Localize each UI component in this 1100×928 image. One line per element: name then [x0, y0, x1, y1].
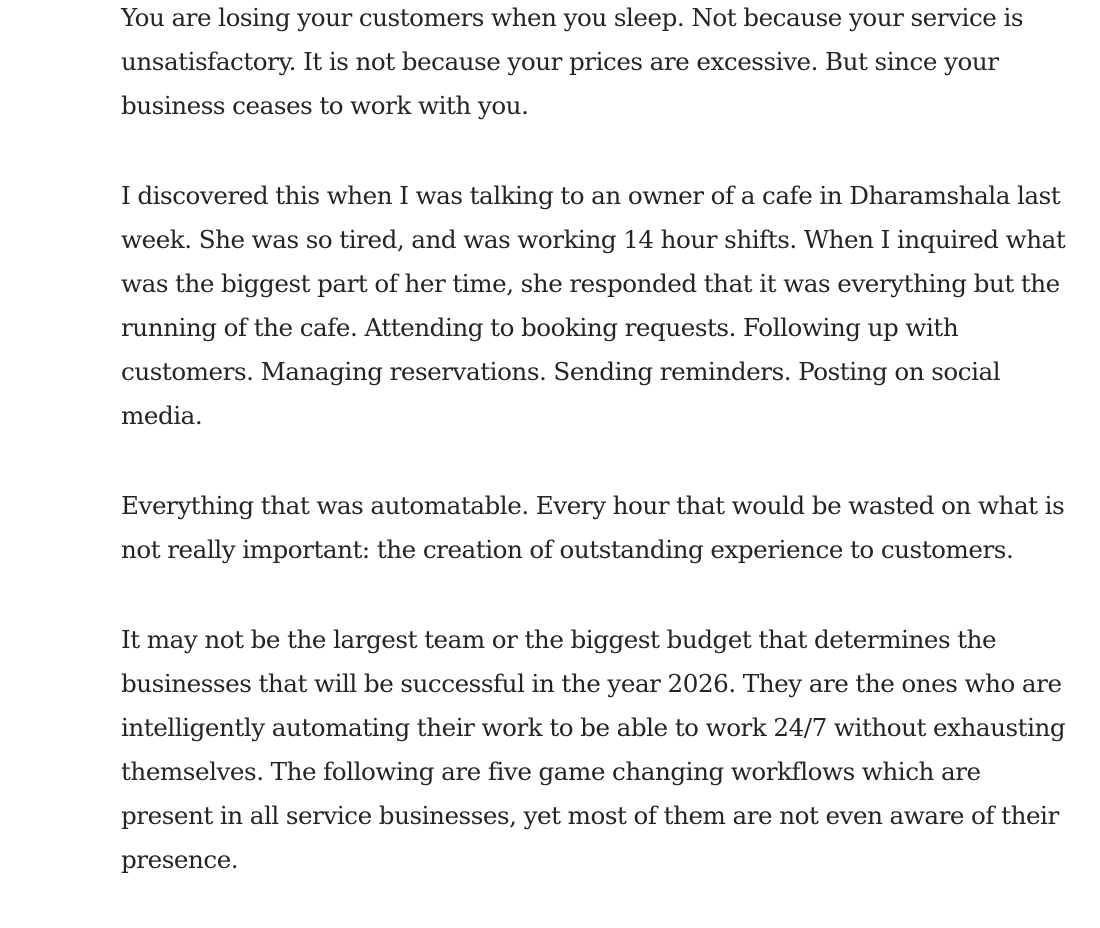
paragraph-automatable: Everything that was automatable. Every hour that would be wasted on what is not really important: the creation of outstanding experience to customers.: [121, 491, 1065, 564]
article-body: [121, 0, 1066, 928]
paragraph-cafe-story: I discovered this when I was talking to an owner of a cafe in Dharamshala last week. She was so tired, and was working 14 hour shifts. When I inquired what was the biggest part of her time, she responded that it was everything but the running of the cafe. Attending to booking requests. Following up with customers. Managing reservations. Sending reminders. Posting on social media.: [121, 181, 1066, 430]
paragraph-workflows: It may not be the largest team or the biggest budget that determines the businesses that will be successful in the year 2026. They are the ones who are intelligently automating their work to be able to work 24/7 without exhausting themselves. The following are five game changing workflows which are present in all service businesses, yet most of them are not even aware of their presence.: [121, 625, 1066, 874]
paragraph-intro: You are losing your customers when you sleep. Not because your service is unsatisfactory. It is not because your prices are excessive. But since your business ceases to work with you.: [121, 3, 1024, 120]
